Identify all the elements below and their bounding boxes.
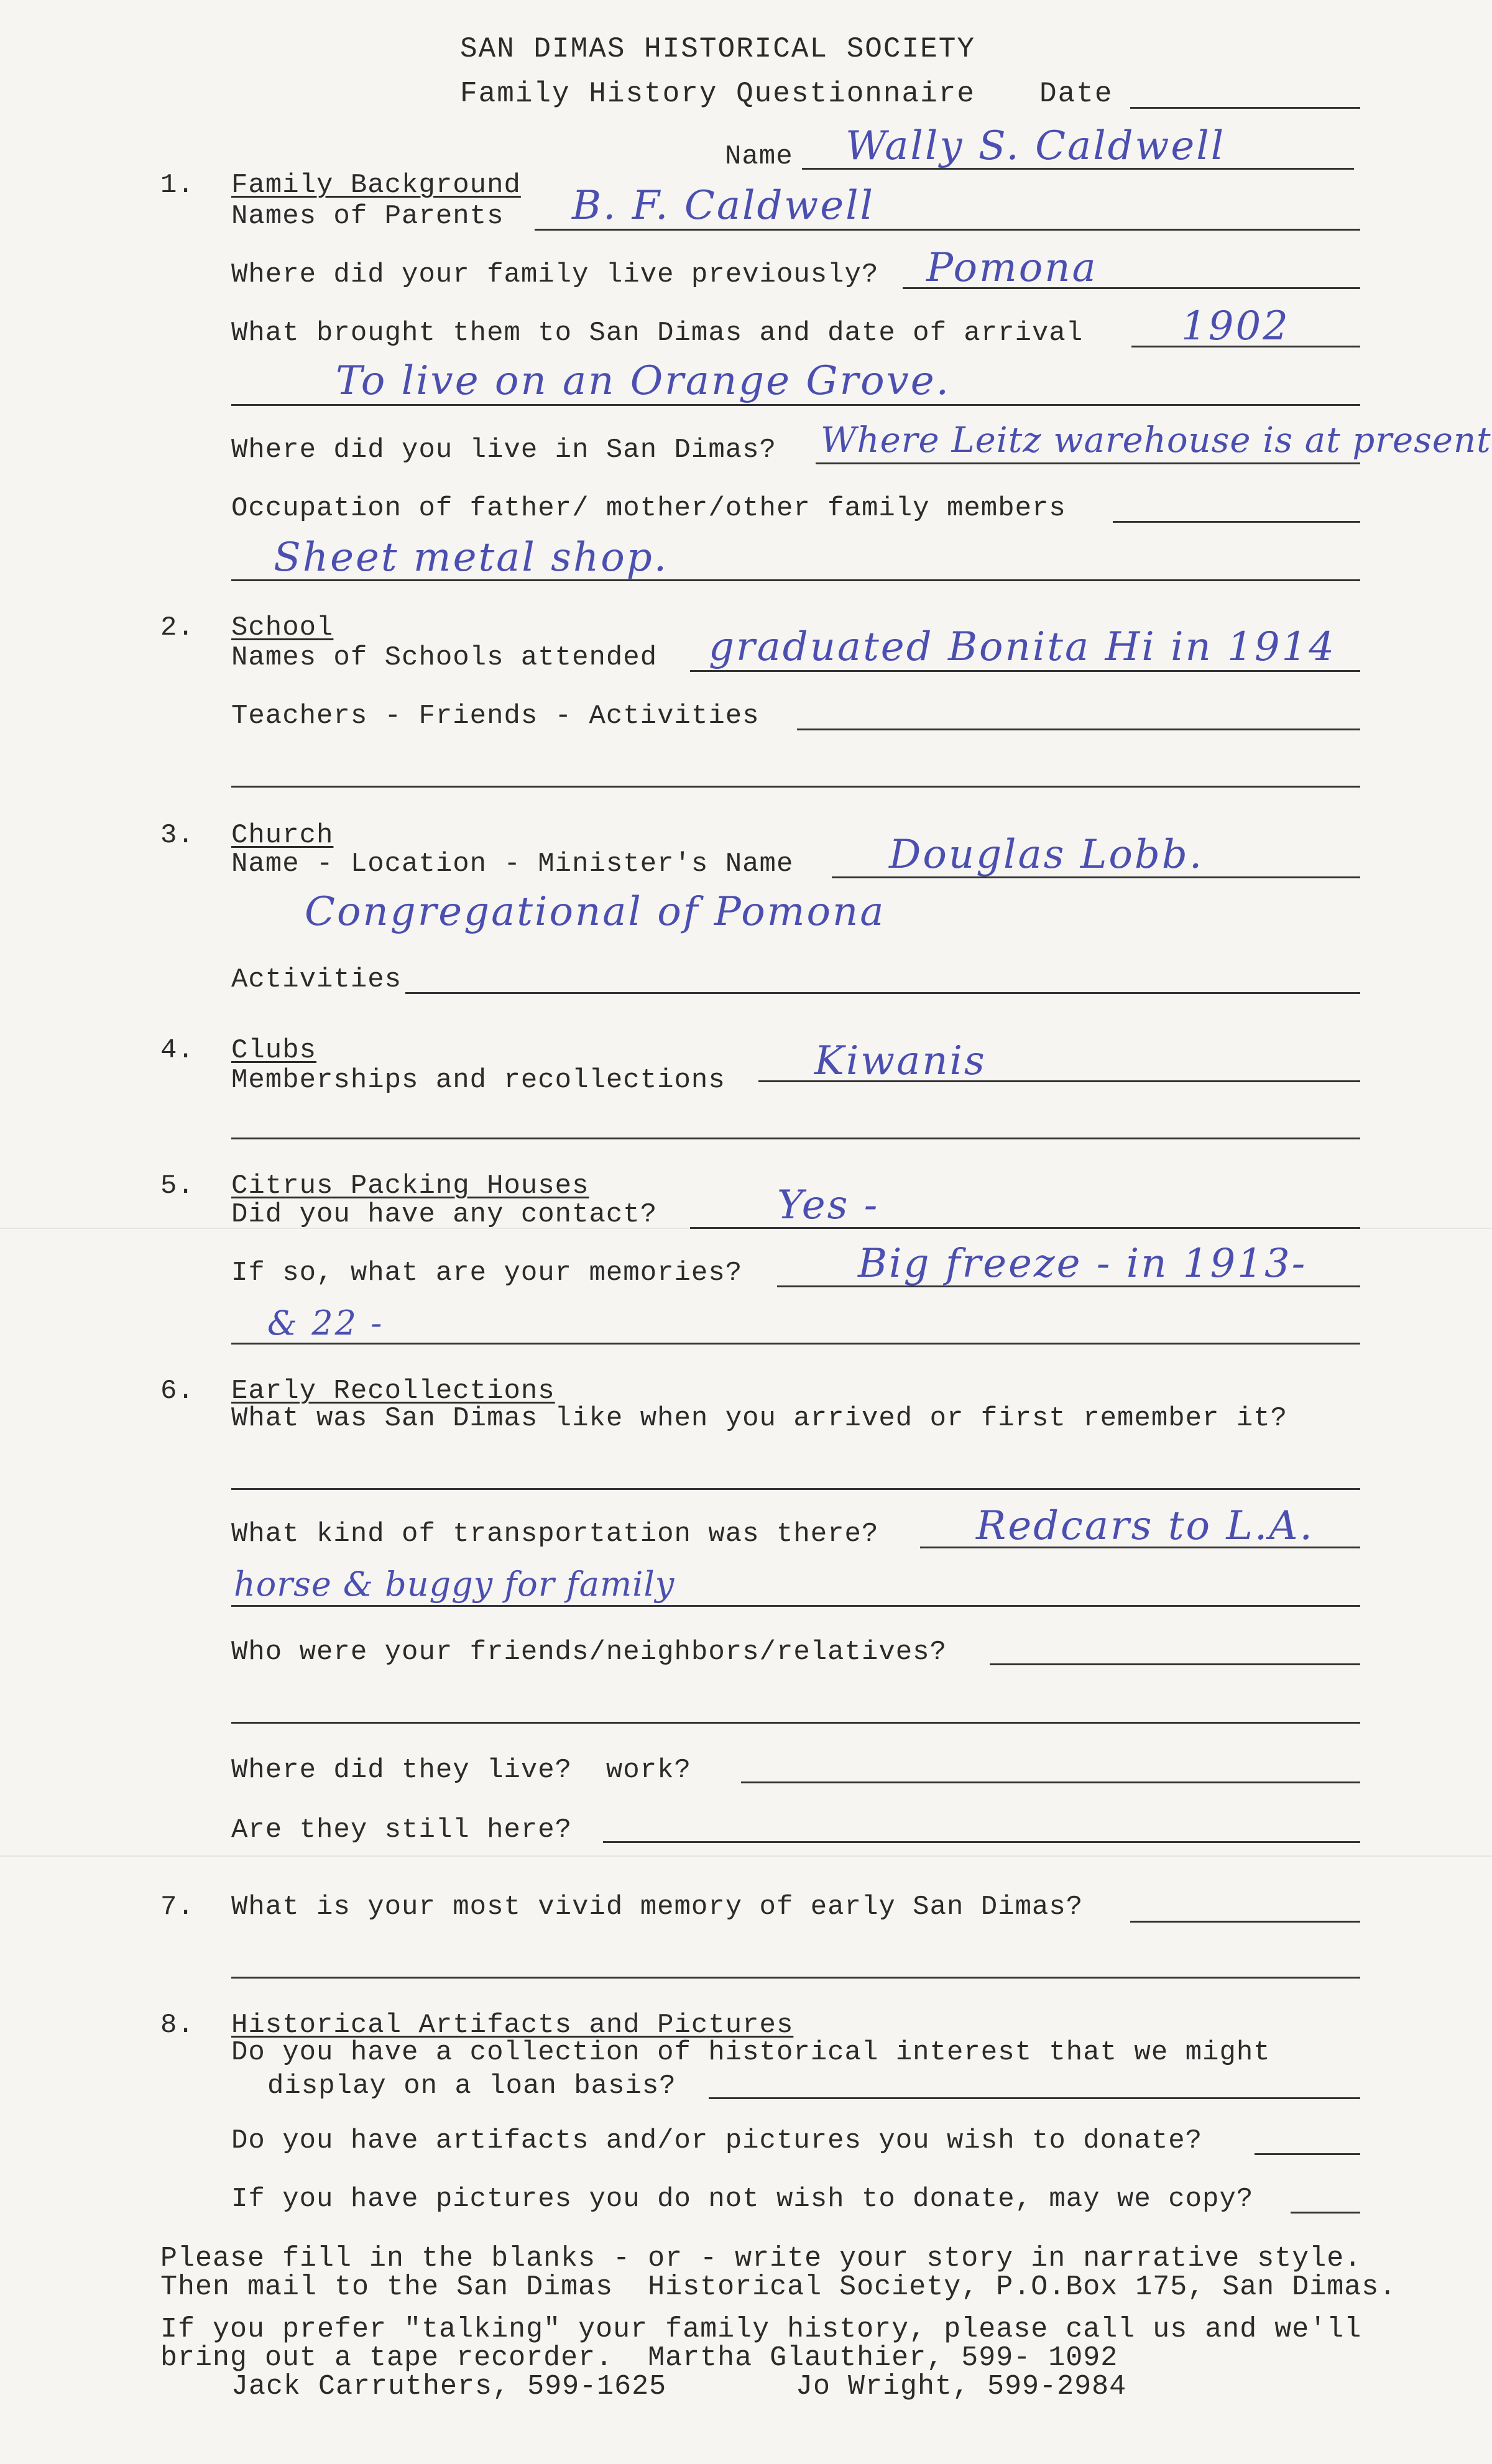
prev-home-label: Where did your family live previously?	[231, 259, 879, 290]
copy-field[interactable]	[1291, 2212, 1360, 2213]
church-activities-label: Activities	[231, 964, 402, 995]
still-here-label: Are they still here?	[231, 1814, 573, 1846]
name-value: Wally S. Caldwell	[845, 123, 1226, 169]
section-4-title: Clubs	[231, 1035, 317, 1066]
brought-label: What brought them to San Dimas and date of arrival	[231, 318, 1084, 349]
teachers-field[interactable]	[797, 729, 1360, 730]
section-8-title: Historical Artifacts and Pictures	[231, 2010, 794, 2041]
parents-field[interactable]	[535, 229, 1360, 231]
contact-value: Yes -	[777, 1182, 880, 1228]
friends-field[interactable]	[990, 1663, 1360, 1665]
prev-home-value: Pomona	[926, 245, 1098, 291]
name-label: Name	[725, 141, 793, 172]
occupation-field[interactable]	[1113, 521, 1360, 523]
where-work-label: Where did they live? work?	[231, 1755, 691, 1786]
section-4-number: 4.	[160, 1035, 195, 1066]
donate-label: Do you have artifacts and/or pictures you wish to donate?	[231, 2125, 1203, 2156]
transport-value-2: horse & buggy for family	[234, 1565, 675, 1604]
date-field[interactable]	[1130, 107, 1360, 109]
form-title: Family History Questionnaire	[460, 78, 975, 110]
teachers-field-2[interactable]	[231, 786, 1360, 788]
arrival-value: 1902	[1181, 303, 1290, 349]
collection-label-2: display on a loan basis?	[267, 2071, 676, 2102]
footer-instructions-2: Then mail to the San Dimas Historical Society, P.O.Box 175, San Dimas.	[160, 2271, 1397, 2303]
where-work-field[interactable]	[741, 1781, 1360, 1783]
live-field[interactable]	[816, 462, 1360, 464]
san-dimas-like-label: What was San Dimas like when you arrived or first remember it?	[231, 1403, 1288, 1434]
donate-field[interactable]	[1255, 2153, 1360, 2155]
schools-field[interactable]	[690, 670, 1360, 672]
section-1-title: Family Background	[231, 170, 521, 201]
reason-value: To live on an Orange Grove.	[336, 358, 951, 404]
reason-field[interactable]	[231, 404, 1360, 406]
section-1-number: 1.	[160, 170, 195, 201]
vivid-memory-field[interactable]	[1130, 1921, 1360, 1923]
church-value: Congregational of Pomona	[305, 889, 886, 935]
collection-label: Do you have a collection of historical interest that we might	[231, 2037, 1271, 2068]
section-3-number: 3.	[160, 820, 195, 851]
schools-value: graduated Bonita Hi in 1914	[709, 624, 1336, 670]
memberships-value: Kiwanis	[814, 1038, 987, 1084]
section-3-title: Church	[231, 820, 334, 851]
vivid-memory-field-2[interactable]	[231, 1977, 1360, 1979]
memories-value-2: & 22 -	[267, 1303, 384, 1343]
transport-value: Redcars to L.A.	[976, 1503, 1314, 1549]
transport-label: What kind of transportation was there?	[231, 1519, 879, 1550]
schools-label: Names of Schools attended	[231, 642, 658, 673]
section-6-title: Early Recollections	[231, 1376, 555, 1407]
live-value: Where Leitz warehouse is at present	[821, 420, 1491, 461]
footer-contact-jo: Jo Wright, 599-2984	[796, 2371, 1127, 2402]
still-here-field[interactable]	[603, 1841, 1360, 1843]
memberships-field-2[interactable]	[231, 1138, 1360, 1139]
occupation-label: Occupation of father/ mother/other family members	[231, 493, 1066, 524]
friends-label: Who were your friends/neighbors/relatives?	[231, 1637, 947, 1668]
memories-field-2[interactable]	[231, 1343, 1360, 1345]
section-5-number: 5.	[160, 1170, 195, 1202]
church-activities-field[interactable]	[405, 992, 1360, 994]
section-2-title: School	[231, 612, 334, 643]
footer-talking-2: bring out a tape recorder. Martha Glauthier, 599- 1092	[160, 2342, 1118, 2374]
section-8-number: 8.	[160, 2010, 195, 2041]
church-label: Name - Location - Minister's Name	[231, 848, 794, 880]
collection-field[interactable]	[709, 2097, 1360, 2099]
footer-talking-1: If you prefer "talking" your family history, please call us and we'll	[160, 2314, 1362, 2345]
section-5-title: Citrus Packing Houses	[231, 1170, 589, 1202]
friends-field-2[interactable]	[231, 1722, 1360, 1724]
date-label: Date	[1039, 78, 1113, 110]
memories-label: If so, what are your memories?	[231, 1257, 743, 1289]
minister-value: Douglas Lobb.	[889, 832, 1204, 878]
paper-fold	[0, 1855, 1492, 1857]
footer-instructions-1: Please fill in the blanks - or - write your story in narrative style.	[160, 2243, 1362, 2274]
memberships-label: Memberships and recollections	[231, 1065, 725, 1096]
section-7-number: 7.	[160, 1892, 195, 1923]
live-label: Where did you live in San Dimas?	[231, 434, 776, 466]
society-title: SAN DIMAS HISTORICAL SOCIETY	[460, 33, 975, 65]
occupation-value: Sheet metal shop.	[274, 535, 669, 581]
section-6-number: 6.	[160, 1376, 195, 1407]
san-dimas-like-field[interactable]	[231, 1488, 1360, 1490]
copy-label: If you have pictures you do not wish to donate, may we copy?	[231, 2184, 1254, 2215]
parents-value: B. F. Caldwell	[572, 183, 875, 229]
section-2-number: 2.	[160, 612, 195, 643]
memories-value: Big freeze - in 1913-	[858, 1241, 1307, 1287]
parents-label: Names of Parents	[231, 201, 504, 232]
teachers-label: Teachers - Friends - Activities	[231, 701, 760, 732]
contact-label: Did you have any contact?	[231, 1199, 658, 1230]
footer-contact-jack: Jack Carruthers, 599-1625	[231, 2371, 667, 2402]
vivid-memory-label: What is your most vivid memory of early San Dimas?	[231, 1892, 1084, 1923]
